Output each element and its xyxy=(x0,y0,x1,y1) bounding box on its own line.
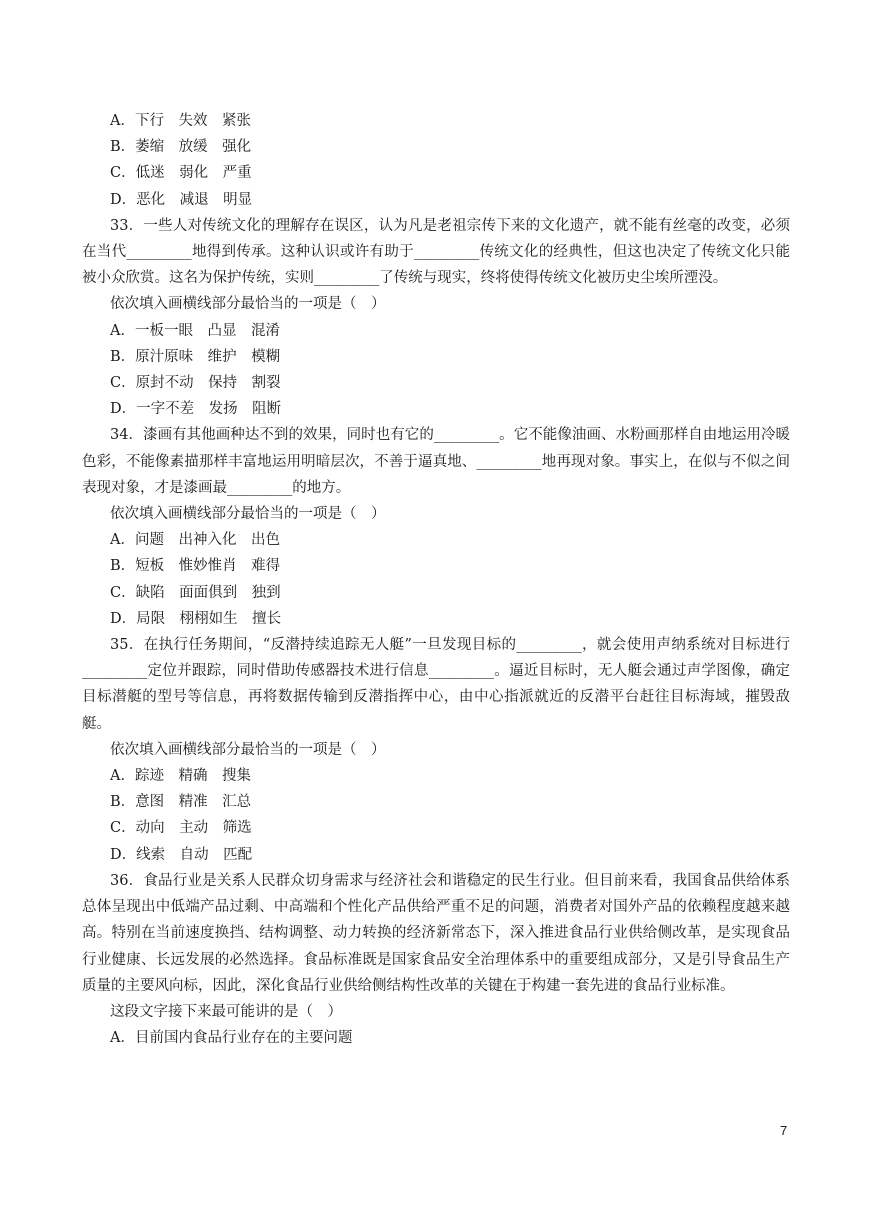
option-d: D．局限 栩栩如生 擅长 xyxy=(110,610,282,627)
option-a: A．下行 失效 紧张 xyxy=(110,113,251,129)
question-stem: 36．食品行业是关系人民群众切身需求与经济社会和谐稳定的民生行业。但目前来看，我国食品供给体系总体呈现出中低端产品过剩、中高端和个性化产品供给严重不足的问题，消费者对国外产品的依赖程度越来越高。特别在当前速度换挡、结构调整、动力转换的经济新常态下，深入推进食品行业供给侧改革，是实现食品行业健康、长远发展的必然选择。食品标准既是国家食品安全治理体系中的重要组成部分，又是引导食品生产质量的主要风向标，因此，深化食品行业供给侧结构性改革的关键在于构建一套先进的食品行业标准。 xyxy=(82,872,790,994)
question-prompt: 这段文字接下来最可能讲的是（ ） xyxy=(110,1003,342,1020)
option-b: B．意图 精准 汇总 xyxy=(110,794,252,811)
option-c: C．原封不动 保持 割裂 xyxy=(110,375,281,392)
question-34 xyxy=(82,422,790,632)
question-36 xyxy=(82,868,790,1051)
option-a: A．目前国内食品行业存在的主要问题 xyxy=(110,1030,353,1047)
page-number: 7 xyxy=(780,1123,788,1138)
question-prompt: 依次填入画横线部分最恰当的一项是（ ） xyxy=(110,506,386,523)
question-33 xyxy=(82,213,790,423)
q32-options xyxy=(82,108,790,213)
option-d: D．一字不差 发扬 阻断 xyxy=(110,401,282,418)
option-a: A．问题 出神入化 出色 xyxy=(110,532,280,549)
question-prompt: 依次填入画横线部分最恰当的一项是（ ） xyxy=(110,741,386,758)
option-d: D．恶化 减退 明显 xyxy=(110,191,253,208)
option-c: C．缺陷 面面俱到 独到 xyxy=(110,584,281,601)
question-stem: 33．一些人对传统文化的理解存在误区，认为凡是老祖宗传下来的文化遗产，就不能有丝毫的改变，必须在当代_________地得到传承。这种认识或许有助于_________传统文化的经典性，但这也决定了传统文化只能被小众欣赏。这名为保护传统，实则_________了传统与现实，终将使得传统文化被历史尘埃所湮没。 xyxy=(82,217,790,287)
question-35 xyxy=(82,632,790,868)
page-content xyxy=(82,108,790,1051)
option-c: C．低迷 弱化 严重 xyxy=(110,165,252,182)
option-a: A．一板一眼 凸显 混淆 xyxy=(110,322,280,339)
option-b: B．萎缩 放缓 强化 xyxy=(110,139,252,156)
option-a: A．踪迹 精确 搜集 xyxy=(110,768,251,785)
question-stem: 35．在执行任务期间，“反潜持续追踪无人艇”一旦发现目标的_________，就会使用声纳系统对目标进行_________定位并跟踪，同时借助传感器技术进行信息_________。逼近目标时，无人艇会通过声学图像，确定目标潜艇的型号等信息，再将数据传输到反潜指挥中心，由中心指派就近的反潜平台赶往目标海域，摧毁敌艇。 xyxy=(82,637,790,732)
option-c: C．动向 主动 筛选 xyxy=(110,820,252,837)
question-stem: 34．漆画有其他画种达不到的效果，同时也有它的_________。它不能像油画、水粉画那样自由地运用冷暖色彩，不能像素描那样丰富地运用明暗层次，不善于逼真地、_________地再现对象。事实上，在似与不似之间表现对象，才是漆画最_________的地方。 xyxy=(82,427,790,496)
option-d: D．线索 自动 匹配 xyxy=(110,846,253,863)
option-b: B．短板 惟妙惟肖 难得 xyxy=(110,558,281,575)
question-prompt: 依次填入画横线部分最恰当的一项是（ ） xyxy=(110,296,386,313)
option-b: B．原汁原味 维护 模糊 xyxy=(110,348,281,365)
